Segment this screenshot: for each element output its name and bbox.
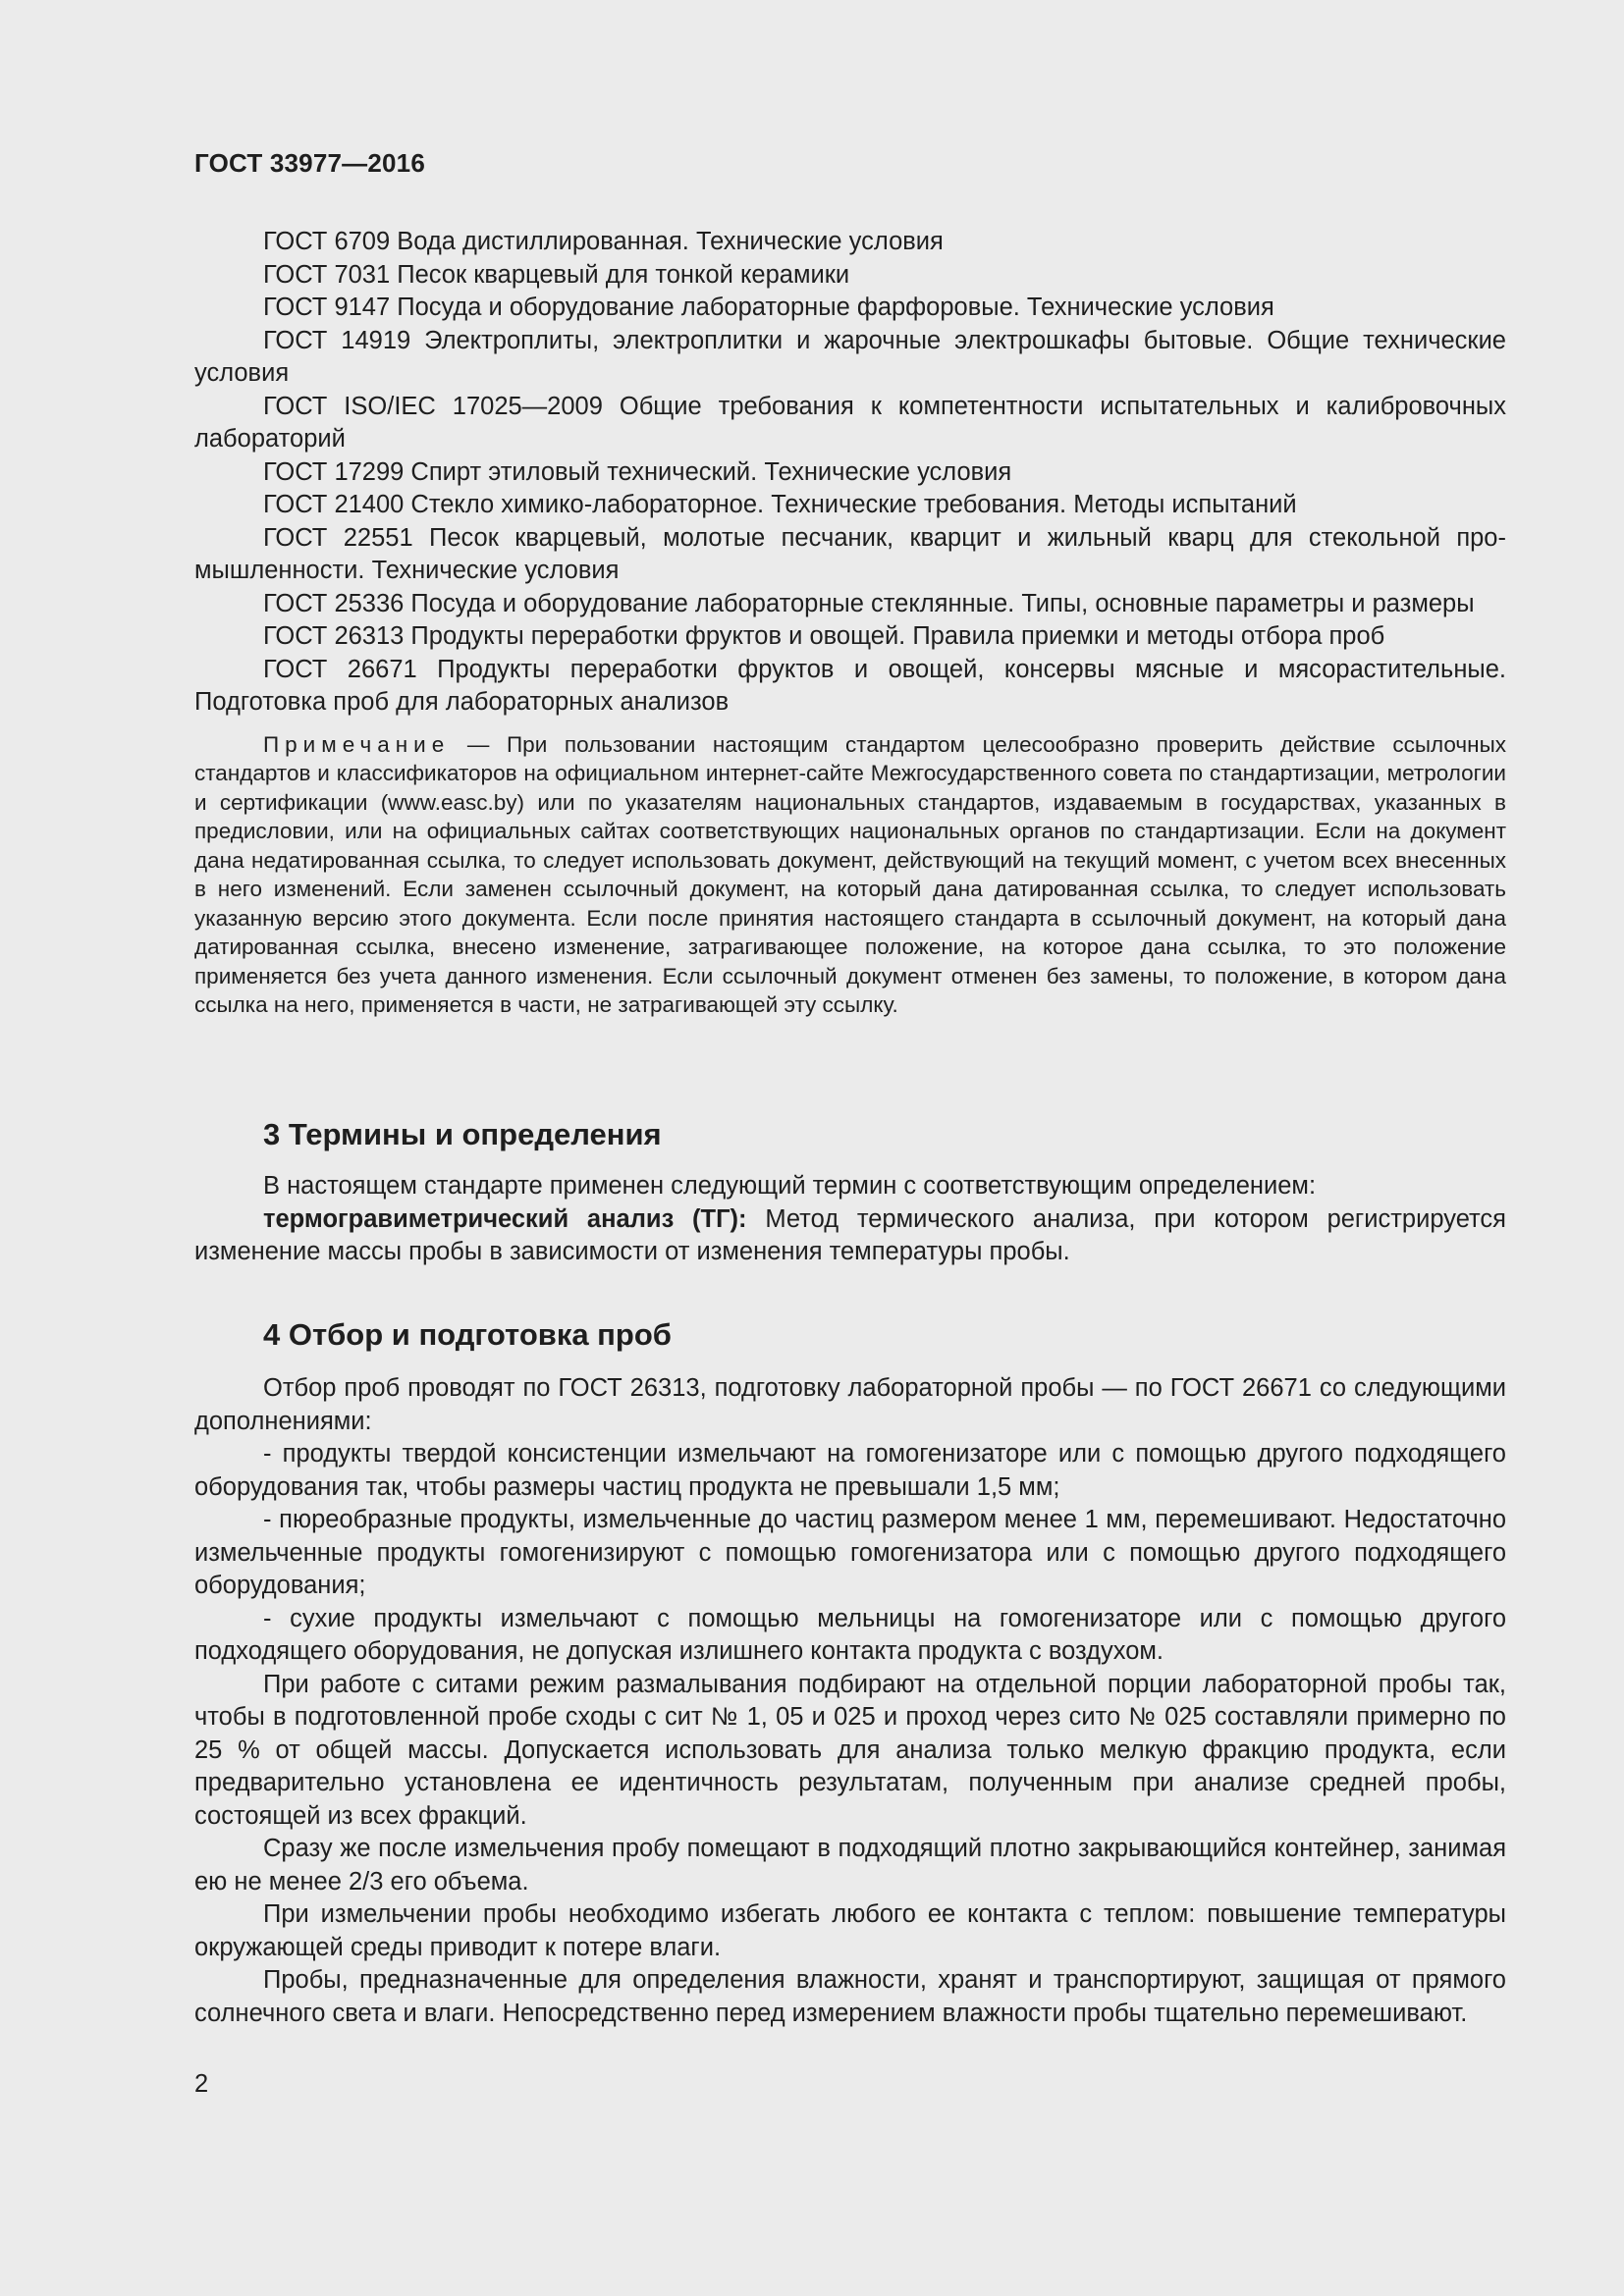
reference-item: ГОСТ ISO/IEC 17025—2009 Общие требования к компетентности испытательных и калибровочных лабораторий [194, 392, 1506, 453]
reference-item: ГОСТ 21400 Стекло химико-лабораторное. Технические требования. Методы испытаний [263, 491, 1297, 518]
term: термогравиметрический анализ (ТГ): [263, 1204, 747, 1233]
page-number: 2 [194, 2070, 209, 2098]
normative-references [194, 226, 1506, 1020]
reference-item: ГОСТ 14919 Электроплиты, электроплитки и жарочные электрошкафы бытовые. Общие технические условия [194, 326, 1506, 387]
section-heading: 4 Отбор и подготовка проб [263, 1317, 672, 1352]
reference-item: ГОСТ 6709 Вода дистиллированная. Технические условия [263, 228, 944, 255]
section-sampling [194, 1315, 1506, 2030]
reference-item: ГОСТ 26313 Продукты переработки фруктов и овощей. Правила приемки и методы отбора проб [263, 622, 1385, 650]
reference-note [194, 730, 1506, 1020]
reference-item: ГОСТ 25336 Посуда и оборудование лабораторные стеклянные. Типы, основные параметры и размеры [263, 589, 1475, 617]
reference-item: ГОСТ 22551 Песок кварцевый, молотые песчаник, кварцит и жильный кварц для стекольной промышленности. Технические условия [194, 523, 1506, 584]
definition: Метод термического анализа, при котором регистрируется изменение массы пробы в зависимости от изменения температуры пробы. [194, 1204, 1506, 1265]
list-item: - продукты твердой консистенции измельчают на гомогенизаторе или с помощью другого подходящего оборудования так, чтобы размеры частиц продукта не превышали 1,5 мм; [194, 1440, 1506, 1501]
paragraph: При работе с ситами режим размалывания подбирают на отдельной порции лабораторной пробы так, чтобы в подготовленной пробе сходы с сит № 1, 05 и 025 и проход через сито № 025 составляли примерно по 25 % от общей массы. Допускается использовать для анализа только мелкую фракцию продукта, если предварительно установлена ее идентичность результатам, полученным при анализе средней пробы, состоящей из всех фракций. [194, 1670, 1506, 1830]
section-intro: В настоящем стандарте применен следующий термин с соответствующим определением: [263, 1172, 1317, 1200]
list-item: - пюреобразные продукты, измельченные до частиц размером менее 1 мм, перемешивают. Недостаточно измельченные продукты гомогенизируют с помощью гомогенизатора или с помощью другого подходящего оборудования; [194, 1506, 1506, 1599]
reference-item: ГОСТ 17299 Спирт этиловый технический. Технические условия [263, 457, 1012, 486]
document-id: ГОСТ 33977—2016 [194, 148, 425, 178]
term-definition [194, 1203, 1506, 1269]
list-item: - сухие продукты измельчают с помощью мельницы на гомогенизаторе или с помощью другого подходящего оборудования, не допуская излишнего контакта продукта с воздухом. [194, 1604, 1506, 1665]
paragraph: При измельчении пробы необходимо избегать любого ее контакта с теплом: повышение температуры окружающей среды приводит к потере влаги. [194, 1900, 1506, 1961]
paragraph: Пробы, предназначенные для определения влажности, хранят и транспортируют, защищая от прямого солнечного света и влаги. Непосредственно перед измерением влажности пробы тщательно перемешивают. [194, 1966, 1506, 2027]
reference-item: ГОСТ 26671 Продукты переработки фруктов и овощей, консервы мясные и мясорастительные. Подготовка проб для лабораторных анализов [194, 655, 1506, 716]
reference-item: ГОСТ 9147 Посуда и оборудование лабораторные фарфоровые. Технические условия [263, 294, 1274, 321]
paragraph: Отбор проб проводят по ГОСТ 26313, подготовку лабораторной пробы — по ГОСТ 26671 со следующими дополнениями: [194, 1374, 1506, 1435]
note-label: Примечание [263, 731, 451, 757]
paragraph: Сразу же после измельчения пробу помещают в подходящий плотно закрывающийся контейнер, занимая ею не менее 2/3 его объема. [194, 1835, 1506, 1896]
section-terms [194, 1115, 1506, 1269]
note-text: — При пользовании настоящим стандартом целесообразно проверить действие ссылочных стандартов и классификаторов на официальном интернет-сайте Межгосударственного совета по стандартизации, метрологии и сертификации (www.easc.by) или по указателям национальных стандартов, издаваемым в государствах, указанных в предисловии, или на официальных сайтах соответствующих национальных органов по стандартизации. Если на документ дана недатированная ссылка, то следует использовать документ, действующий на текущий момент, с учетом всех внесенных в него изменений. Если заменен ссылочный документ, на который дана датированная ссылка, то следует использовать указанную версию этого документа. Если после принятия настоящего стандарта в ссылочный документ, на который дана датированная ссылка, внесено изменение, затрагивающее положение, на которое дана ссылка, то это положение применяется без учета данного изменения. Если ссылочный документ отменен без замены, то положение, в котором дана ссылка на него, применяется в части, не затрагивающей эту ссылку. [194, 731, 1506, 1017]
section-heading: 3 Термины и определения [263, 1117, 662, 1151]
reference-item: ГОСТ 7031 Песок кварцевый для тонкой керамики [263, 260, 850, 289]
